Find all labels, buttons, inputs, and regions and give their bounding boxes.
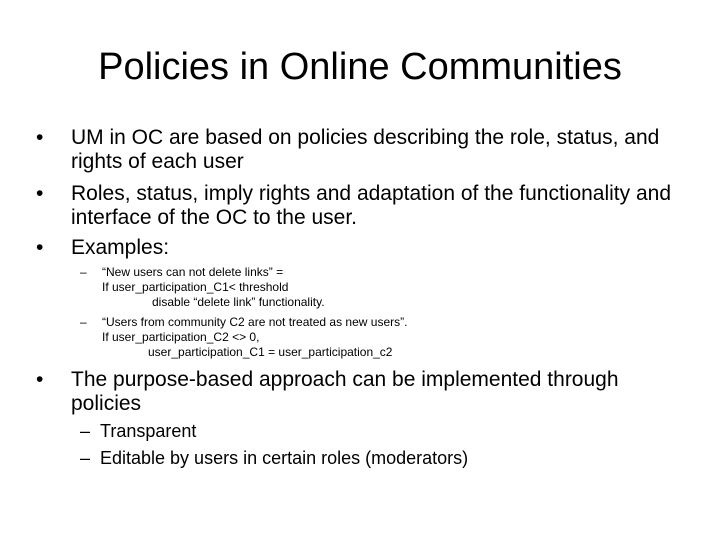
bullet-marker: • xyxy=(36,368,44,391)
example-item xyxy=(80,265,640,310)
bullet-text: Examples: xyxy=(71,236,170,259)
bullet-item xyxy=(36,126,686,174)
example-line: “Users from community C2 are not treated as new users”. xyxy=(102,315,408,329)
bullet-item xyxy=(36,182,686,230)
example-line: If user_participation_C1< threshold xyxy=(102,280,289,294)
purpose-item xyxy=(80,420,640,442)
bullet-text: The purpose-based approach can be implemented through policies xyxy=(71,368,619,415)
purpose-text: Transparent xyxy=(100,421,197,441)
dash-marker: – xyxy=(80,315,87,329)
example-line: user_participation_C1 = user_participation_c2 xyxy=(148,345,393,359)
bullet-marker: • xyxy=(36,182,44,205)
bullet-marker: • xyxy=(36,236,44,259)
slide-title: Policies in Online Communities xyxy=(98,46,622,88)
dash-marker: – xyxy=(80,265,87,279)
bullet-item xyxy=(36,368,686,416)
purpose-text: Editable by users in certain roles (moderators) xyxy=(100,448,469,468)
bullet-item xyxy=(36,236,686,260)
bullet-text: UM in OC are based on policies describing the role, status, and rights of each user xyxy=(71,126,660,173)
example-line: “New users can not delete links” = xyxy=(102,265,284,279)
bullet-marker: • xyxy=(36,126,44,149)
purpose-item xyxy=(80,447,640,469)
example-item xyxy=(80,315,640,360)
dash-marker: – xyxy=(80,421,91,441)
example-line: disable “delete link” functionality. xyxy=(152,295,325,309)
bullet-text: Roles, status, imply rights and adaptation of the functionality and interface of the OC to the user. xyxy=(71,182,672,229)
dash-marker: – xyxy=(80,448,91,468)
example-line: If user_participation_C2 <> 0, xyxy=(102,330,260,344)
